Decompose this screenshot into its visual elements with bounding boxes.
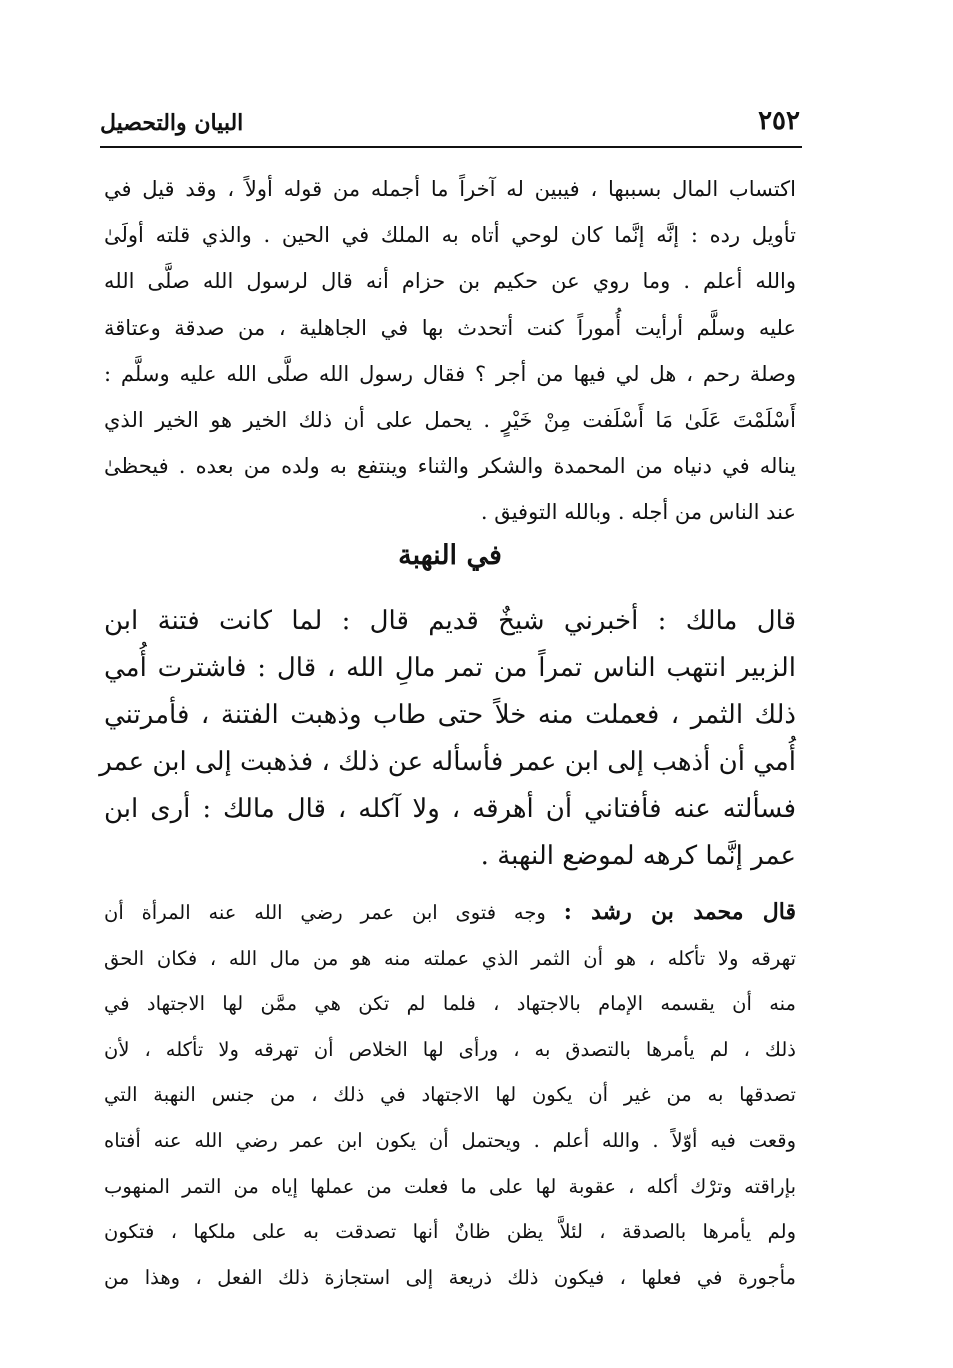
text-line: أَسْلَمْتَ عَلَىٰ مَا أَسْلَفت مِنْ خَيْرٍ . يحمل على أن ذلك الخير هو الخير الذي xyxy=(104,408,796,433)
section-title: في النهبة xyxy=(398,540,502,571)
text-line: ذلك ، لم يأمرها بالتصدق به ، ورأى لها الخلاص أن تهرقه ولا تأكله ، لأن xyxy=(104,1037,796,1061)
paragraph-commentary xyxy=(104,166,796,536)
text-line xyxy=(104,890,796,936)
text-line: قال مالك : أخبرني شيخٌ قديم قال : لما كانت فتنة ابن xyxy=(104,606,796,636)
text-line: ولم يأمرها بالصدقة ، لئلاَّ يظن ظانٌ أنها تصدقت به على ملكها ، فتكون xyxy=(104,1220,796,1244)
text-line: وصلة رحم ، هل لي فيها من أجر ؟ فقال رسول الله صلَّى الله عليه وسلَّم : xyxy=(104,361,796,386)
page-header xyxy=(100,96,800,136)
paragraph-ibn-rushd xyxy=(104,890,796,1300)
text-line: الزبير انتهب الناس تمراً من تمر مالِ الله ، قال : فاشترت أُمي xyxy=(104,653,796,683)
text-line-rest: وجه فتوى ابن عمر رضي الله عنه المرأة أن xyxy=(104,901,546,924)
running-title: البيان والتحصيل xyxy=(100,110,244,136)
text-line: ذلك الثمر ، فعملت منه خلاً حتى طاب وذهبت الفتنة ، فأمرتني xyxy=(104,700,796,730)
text-line: بإراقته وترْك أكله ، عقوبة لها على ما فعلت من عملها إياه من التمر المنهوب xyxy=(104,1174,796,1198)
text-line: والله أعلم . وما روي عن حكيم بن حزام أنه قال لرسول الله صلَّى الله xyxy=(104,269,796,294)
text-line: مأجورة في فعلها ، فيكون ذلك ذريعة إلى استجازة ذلك الفعل ، وهذا من xyxy=(104,1265,796,1289)
text-line: اكتساب المال بسببها ، فيبين له آخراً ما أجمله من قوله أولاً ، وقد قيل في xyxy=(104,177,796,201)
text-line: عليه وسلَّم أرأيت أُموراً كنت أتحدث بها في الجاهلية ، من صدقة وعتاقة xyxy=(104,315,796,340)
text-line: منه أن يقسمه الإمام بالاجتهاد ، فلما لم تكن هي ممَّن لها الاجتهاد في xyxy=(104,992,796,1016)
text-line: تأويل رده : إنَّه إنَّما كان لوحي أتاه به الملك في الحين . والذي قلته أولَىٰ xyxy=(104,223,796,248)
text-line: فسألته عنه فأفتاني أن أهرقه ، ولا آكله ، قال مالك : أرى ابن xyxy=(104,794,796,824)
text-line: وقعت فيه أوّلاً . والله أعلم . ويحتمل أن يكون ابن عمر رضي الله عنه أفتاه xyxy=(104,1128,796,1152)
text-line: تهرقه ولا تأكله ، هو أن الثمر الذي عملته منه هو من مال الله ، فكان الحق xyxy=(104,946,796,970)
text-line: تصدقها به من غير أن يكون لها الاجتهاد في ذلك ، من جنس النهبة التي xyxy=(104,1083,796,1107)
page-number: ٢٥٢ xyxy=(758,106,800,136)
text-line: عمر إنَّما كرهه لموضع النهبة . xyxy=(480,841,796,871)
text-line: أُمي أن أذهب إلى ابن عمر فأسأله عن ذلك ، فذهبت إلى ابن عمر xyxy=(99,747,796,777)
text-line: عند الناس من أجله . وبالله التوفيق . xyxy=(480,500,796,525)
speaker-lead: قال محمد بن رشد : xyxy=(563,899,796,925)
text-line: يناله في دنياه من المحمدة والشكر والثناء وينتفع به ولده من بعده . فيحظىٰ xyxy=(104,454,796,479)
paragraph-narration xyxy=(99,598,796,880)
header-rule xyxy=(100,146,802,148)
